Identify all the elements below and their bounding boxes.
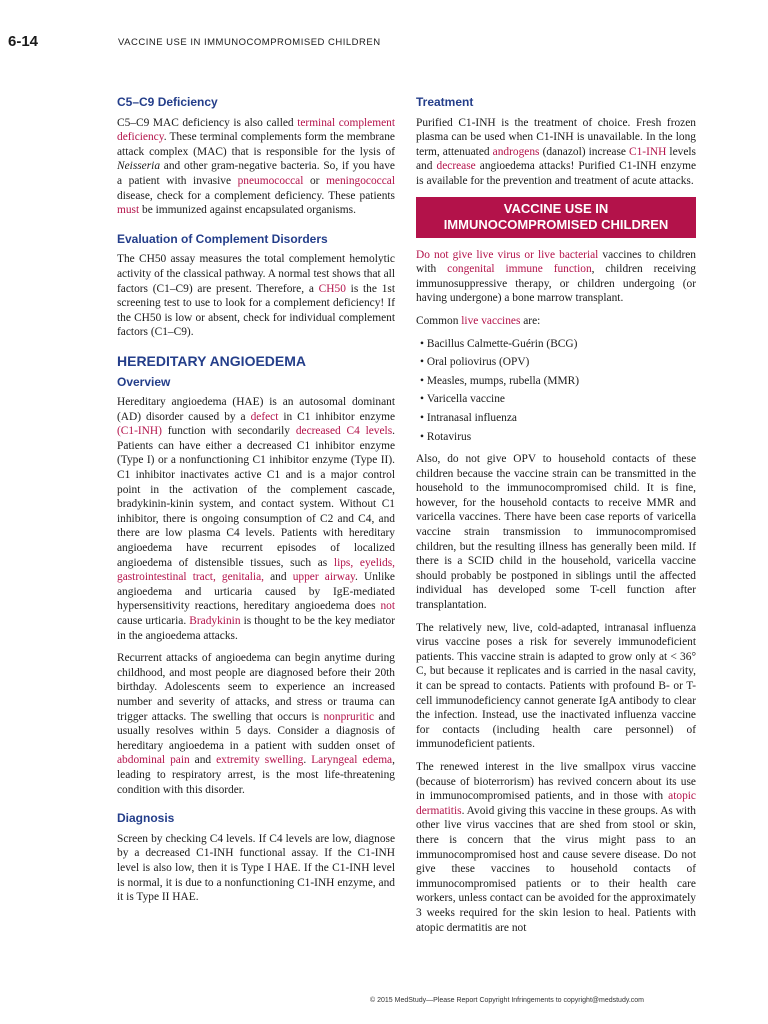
evaluation-paragraph: The CH50 assay measures the total complement hemolytic activity of the classical pathway. A normal test shows that all factors (C1–C9) are present. Therefore, a CH50 is the 1st screening test to use to look for a complement deficiency! If the CH50 is low or absent, check for individual complement factors (C1–C9).	[117, 253, 395, 339]
right-column	[416, 95, 696, 943]
c5c9-heading: C5–C9 Deficiency	[117, 95, 218, 109]
list-item: • Measles, mumps, rubella (MMR)	[420, 374, 696, 389]
left-column	[117, 95, 395, 913]
hae-overview-paragraph: Hereditary angioedema (HAE) is an autosomal dominant (AD) disorder caused by a defect in C1 inhibitor enzyme (C1-INH) function with secondarily decreased C4 levels. Patients can have either a decreased C1 inhibitor enzyme (Type I) or a nonfunctioning C1 inhibitor enzyme (Type II). C1 inhibitor inactivates active C1 and is a major control point in the activation of the complement cascade, bradykinin-kinin system, and contact system. Without C1 inhibitor, there is ongoing consumption of C2 and C4, and there are low plasma C4 levels. Patients with hereditary angioedema have recurrent episodes of localized angioedema of distensible tissues, such as lips, eyelids, gastrointestinal tract, genitalia, and upper airway. Unlike angioedema and urticaria caused by IgE-mediated hypersensitivity reactions, hereditary angioedema does not cause urticaria. Bradykinin is thought to be the key mediator in the angioedema attacks.	[117, 396, 396, 642]
running-title: VACCINE USE IN IMMUNOCOMPROMISED CHILDREN	[118, 37, 381, 48]
page-header	[0, 30, 768, 54]
live-vaccines-lead: Common live vaccines are:	[416, 314, 541, 327]
list-item: • Bacillus Calmette-Guérin (BCG)	[420, 337, 696, 352]
diagnosis-paragraph: Screen by checking C4 levels. If C4 levels are low, diagnose by a decreased C1-INH functional assay. If the C1-INH level is also low, then it is Type I HAE. If the C1-INH level is normal, it is due to a nonfunctioning C1-INH enzyme, and it is Type II HAE.	[117, 832, 395, 904]
live-vaccine-list	[416, 337, 696, 445]
list-item: • Varicella vaccine	[420, 392, 696, 407]
diagnosis-heading: Diagnosis	[117, 811, 175, 826]
vaccine-intro-paragraph: Do not give live virus or live bacterial vaccines to children with congenital immune function, children receiving immunosuppressive therapy, or children undergoing (or having undergone) a bone marrow transplant.	[416, 248, 696, 305]
list-item: • Rotavirus	[420, 430, 696, 445]
hae-attacks-paragraph: Recurrent attacks of angioedema can begin anytime during childhood, and most people are diagnosed before their 20th birthday. Adolescents seem to experience an increased number and severity of attacks, and stress or trauma can trigger attacks. The swelling that occurs is nonpruritic and usually resolves within 5 days. Consider a diagnosis of hereditary angioedema in a patient with sudden onset of abdominal pain and extremity swelling. Laryngeal edema, leading to respiratory arrest, is the most life-threatening condition with this disorder.	[117, 652, 396, 796]
opv-paragraph: Also, do not give OPV to household contacts of these children because the vaccine strain can be transmitted in the household to the immunocompromised child. It is fine, however, for the household contacts to receive MMR and varicella vaccines. There have been case reports of varicella vaccine strain transmission to immunocompromised children, but the resulting illness has generally been mild. If there is a SCID child in the household, varicella vaccine should probably be postponed in siblings until the affected individual has developed some T-cell function after transplantation.	[416, 453, 696, 612]
c5c9-paragraph: C5–C9 MAC deficiency is also called terminal complement deficiency. These terminal complements form the membrane attack complex (MAC) that is responsible for the lysis of Neisseria and other gram-negative bacteria. So, if you have a patient with invasive pneumococcal or meningococcal disease, check for a complement deficiency. These patients must be immunized against encapsulated organisms.	[117, 116, 396, 217]
treatment-paragraph: Purified C1-INH is the treatment of choice. Fresh frozen plasma can be used when C1-INH is unavailable. In the long term, attenuated androgens (danazol) increase C1-INH levels and decrease angioedema attacks! Purified C1-INH enzyme is available for the prevention and treatment of acute attacks.	[416, 116, 696, 187]
vaccine-section-banner: VACCINE USE IN IMMUNOCOMPROMISED CHILDREN	[416, 197, 696, 238]
overview-heading: Overview	[117, 374, 171, 389]
smallpox-paragraph: The renewed interest in the live smallpox virus vaccine (because of bioterrorism) has revived concern about its use in immunocompromised patients, and in those with atopic dermatitis. Avoid giving this vaccine in these groups. As with other live virus vaccines that are shed from stool or skin, there is concern that the virus might pass to an immunocompromised host and cause severe disease. Do not give these vaccines to household contacts of immunocompromised patients or to their health care workers, unless contact can be avoided for the approximately 3 weeks required for the skin lesion to heal. Patients with atopic dermatitis are not	[416, 760, 696, 934]
copyright-footer: © 2015 MedStudy—Please Report Copyright Infringements to copyright@medstudy.com	[370, 997, 644, 1004]
hae-heading: HEREDITARY ANGIOEDEMA	[117, 352, 307, 369]
treatment-heading: Treatment	[416, 95, 474, 109]
list-item: • Intranasal influenza	[420, 411, 696, 426]
page-number: 6-14	[8, 33, 39, 50]
evaluation-heading: Evaluation of Complement Disorders	[117, 231, 328, 246]
intranasal-influenza-paragraph: The relatively new, live, cold-adapted, intranasal influenza virus vaccine poses a risk for severely immunodeficient patients. This vaccine strain is adapted to grow only at < 36° C, but because it replicates and is carried in the nasal cavity, it can be spread to contacts. Patients with profound B- or T-cell immunodeficiency cannot generate IgA antibody to clear the infection. Instead, use the inactivated influenza vaccine for contacts (including health care personnel) of immunodeficient patients.	[416, 621, 696, 751]
list-item: • Oral poliovirus (OPV)	[420, 355, 696, 370]
